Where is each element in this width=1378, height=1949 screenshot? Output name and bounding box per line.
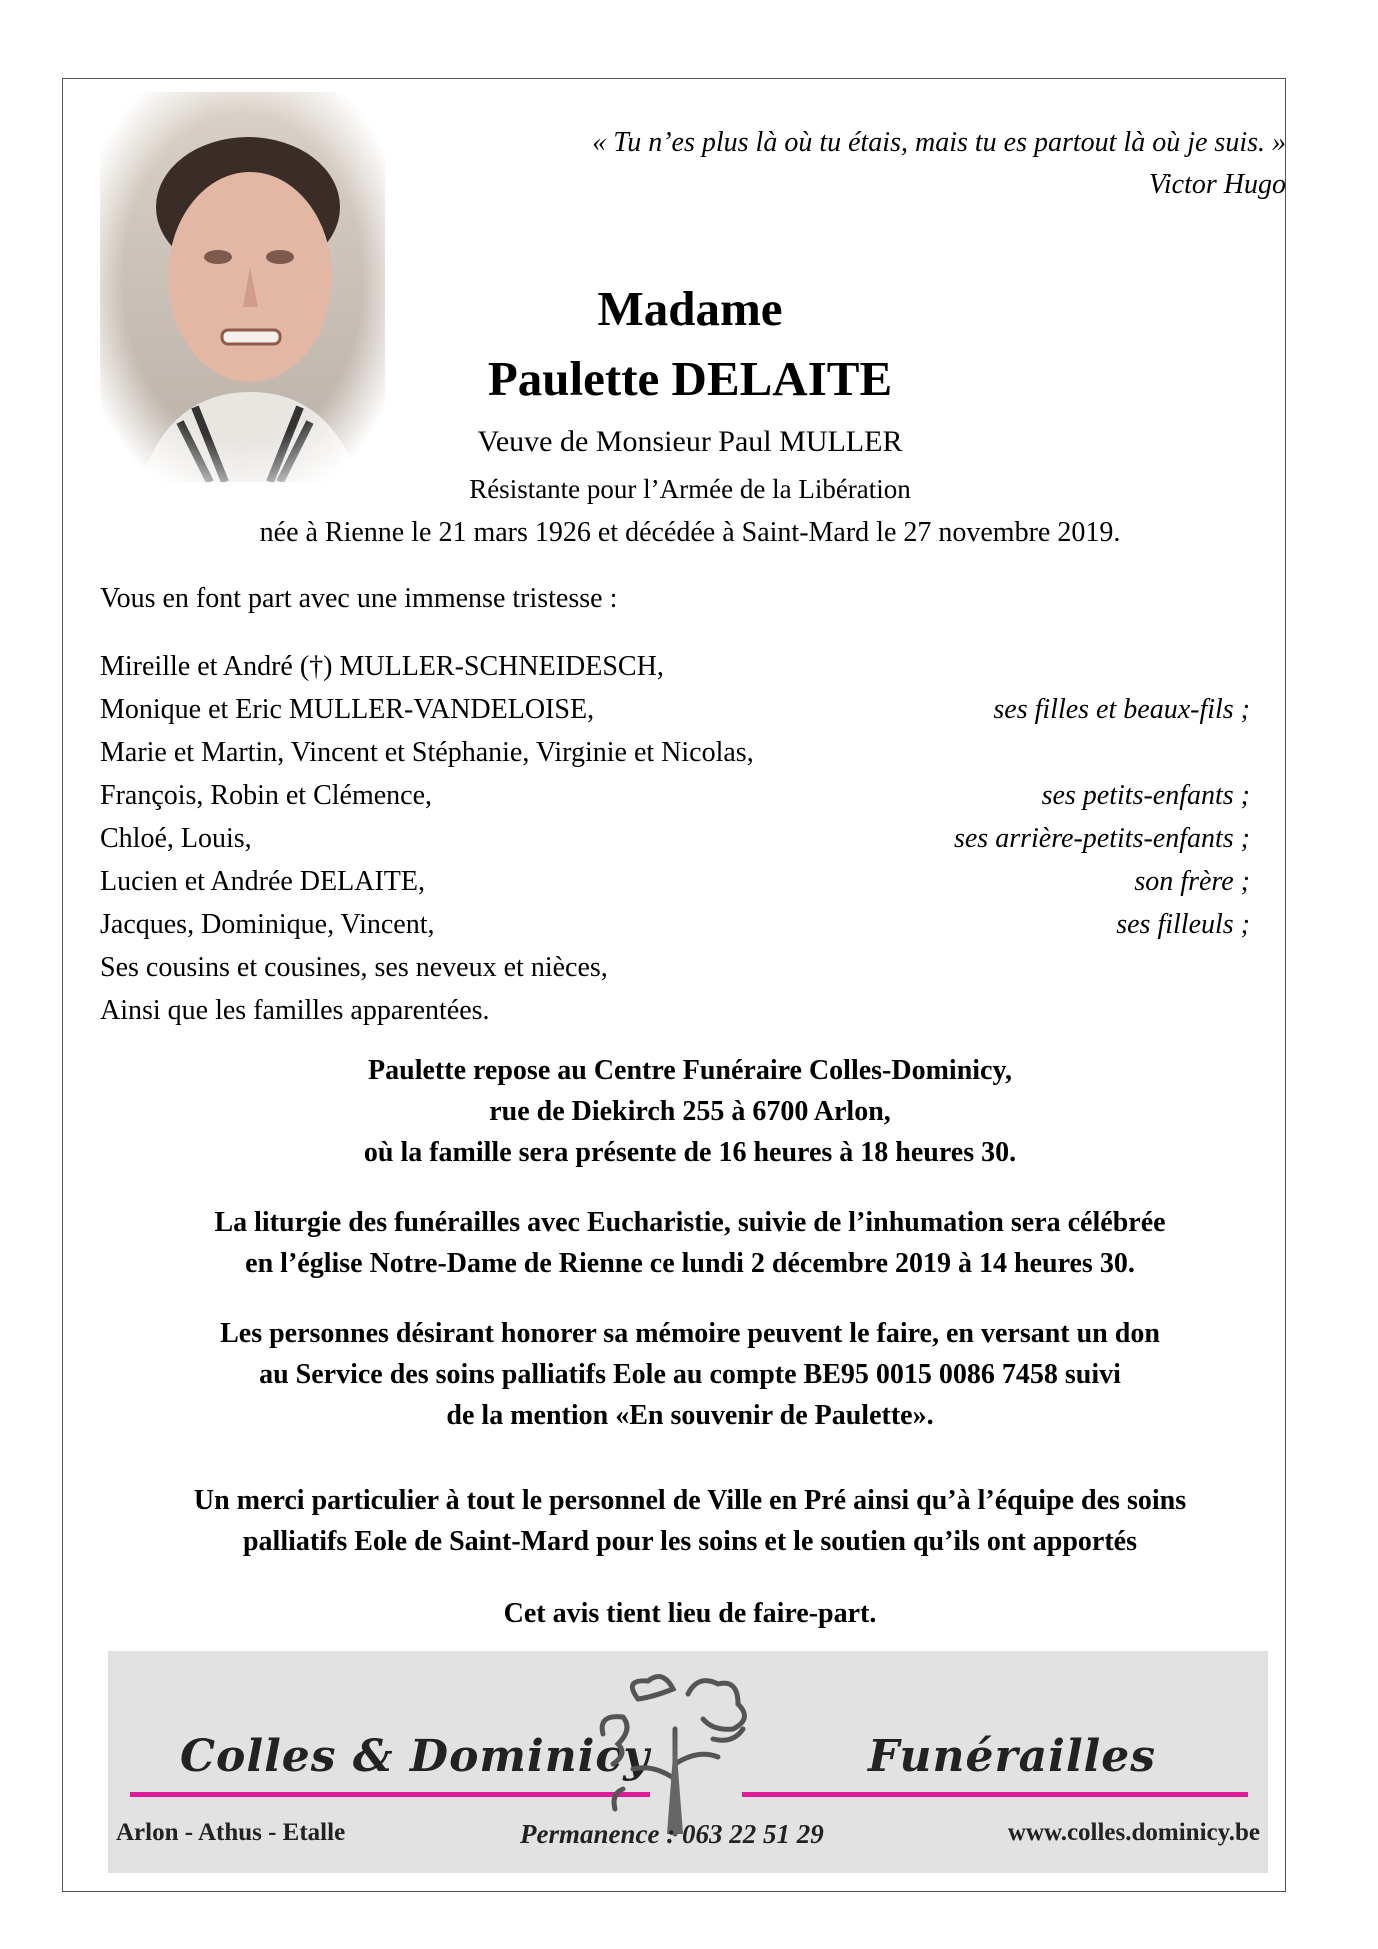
funeral-home-banner <box>108 1651 1268 1873</box>
family-names: Mireille et André (†) MULLER-SCHNEIDESCH, <box>100 651 664 682</box>
visitation-line: rue de Diekirch 255 à 6700 Arlon, <box>489 1096 891 1127</box>
liturgy-block <box>80 1202 1300 1284</box>
quote-author: Victor Hugo <box>1148 169 1286 200</box>
family-names: Ses cousins et cousines, ses neveux et nièces, <box>100 952 608 983</box>
honorific-title: Madame <box>597 281 783 336</box>
family-row <box>100 731 1250 774</box>
donation-block <box>80 1313 1300 1436</box>
family-names: Lucien et Andrée DELAITE, <box>100 866 425 897</box>
accent-divider <box>130 1792 650 1797</box>
family-row <box>100 688 1250 731</box>
notice-line: Cet avis tient lieu de faire-part. <box>503 1598 877 1629</box>
family-row <box>100 817 1250 860</box>
family-list <box>100 645 1250 1032</box>
widow-of-line: Veuve de Monsieur Paul MULLER <box>477 425 903 458</box>
phone-text: Permanence : 063 22 51 29 <box>520 1819 824 1849</box>
liturgy-line: La liturgie des funérailles avec Eucharistie, suivie de l’inhumation sera célébrée <box>214 1207 1166 1238</box>
birth-death-line: née à Rienne le 21 mars 1926 et décédée à Saint-Mard le 27 novembre 2019. <box>259 517 1121 548</box>
family-names: Monique et Eric MULLER-VANDELOISE, <box>100 694 595 725</box>
family-row <box>100 903 1250 946</box>
family-relation: ses filles et beaux-fils ; <box>993 694 1250 725</box>
family-row <box>100 989 1250 1032</box>
quote-text: « Tu n’es plus là où tu étais, mais tu es partout là où je suis. » <box>592 127 1286 158</box>
family-names: Jacques, Dominique, Vincent, <box>100 909 435 940</box>
donation-line: Les personnes désirant honorer sa mémoire peuvent le faire, en versant un don <box>220 1318 1160 1349</box>
donation-line: au Service des soins palliatifs Eole au compte BE95 0015 0086 7458 suivi <box>259 1359 1121 1390</box>
family-intro: Vous en font part avec une immense tristesse : <box>100 583 618 614</box>
brand-name: Colles & Dominicy <box>180 1731 650 1782</box>
liturgy-line: en l’église Notre-Dame de Rienne ce lundi 2 décembre 2019 à 14 heures 30. <box>245 1248 1135 1279</box>
family-row <box>100 946 1250 989</box>
family-names: Marie et Martin, Vincent et Stéphanie, Virginie et Nicolas, <box>100 737 754 768</box>
thanks-line: palliatifs Eole de Saint-Mard pour les soins et le soutien qu’ils ont apportés <box>242 1526 1137 1557</box>
accent-divider <box>742 1792 1248 1797</box>
tree-icon <box>593 1669 758 1839</box>
deceased-name: Paulette DELAITE <box>487 351 893 406</box>
locations-text: Arlon - Athus - Etalle <box>116 1819 346 1846</box>
family-relation: ses filleuls ; <box>1116 909 1250 940</box>
family-names: Chloé, Louis, <box>100 823 252 854</box>
family-row <box>100 645 1250 688</box>
family-names: François, Robin et Clémence, <box>100 780 433 811</box>
distinction-line: Résistante pour l’Armée de la Libération <box>469 474 911 504</box>
thanks-line: Un merci particulier à tout le personnel de Ville en Pré ainsi qu’à l’équipe des soins <box>193 1485 1187 1516</box>
family-relation: son frère ; <box>1134 866 1250 897</box>
website-link[interactable]: www.colles.dominicy.be <box>1007 1819 1260 1846</box>
family-names: Ainsi que les familles apparentées. <box>100 995 490 1026</box>
visitation-line: où la famille sera présente de 16 heures à 18 heures 30. <box>363 1137 1017 1168</box>
family-relation: ses petits-enfants ; <box>1041 780 1250 811</box>
donation-line: de la mention «En souvenir de Paulette». <box>446 1400 934 1431</box>
visitation-line: Paulette repose au Centre Funéraire Colles-Dominicy, <box>368 1055 1012 1086</box>
brand-service: Funérailles <box>868 1731 1157 1782</box>
visitation-block <box>80 1050 1300 1173</box>
family-row <box>100 860 1250 903</box>
quote-block <box>386 122 1286 206</box>
family-row <box>100 774 1250 817</box>
family-relation: ses arrière-petits-enfants ; <box>953 823 1250 854</box>
thanks-block <box>80 1480 1300 1562</box>
